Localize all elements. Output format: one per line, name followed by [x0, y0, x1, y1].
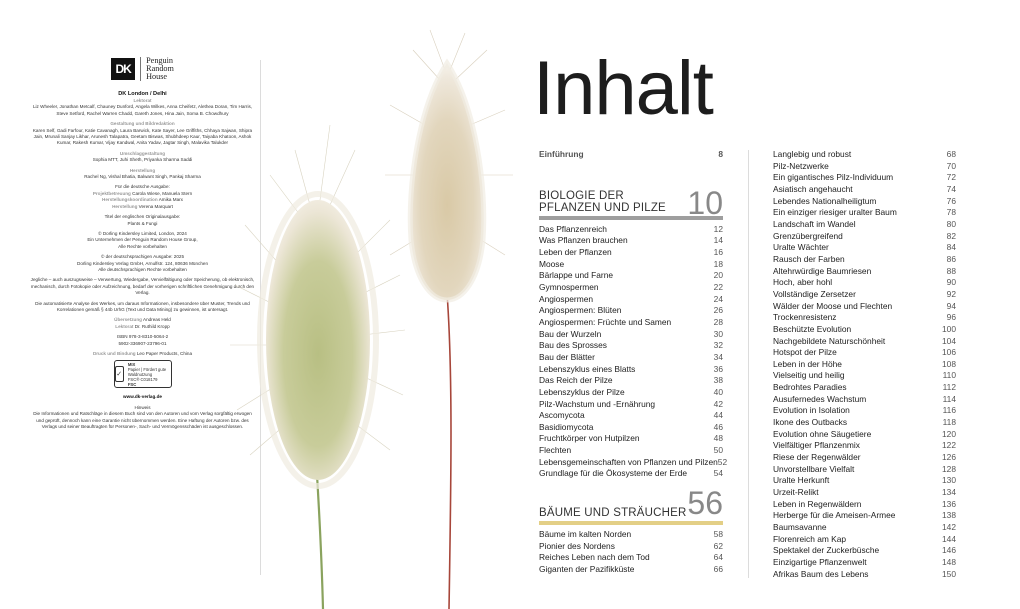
disclaimer: Hinweis Die Informationen und Ratschläge in diesem Buch sind von den Autoren und vom Verlag sorgfältig erwogen und geprüft, dennoch kann eine Garantie nicht übernommen werden. Eine Haftung der Autoren bzw. des Verlags und seiner Beauftragten für Personen-, Sach- und Vermögensschäden ist ausgeschlossen.: [33, 404, 252, 430]
fsc-tree-icon: ✓: [115, 366, 124, 382]
toc-entry[interactable]: [773, 289, 956, 301]
toc-entry[interactable]: [773, 242, 956, 254]
toc-entry-page: 142: [942, 522, 956, 532]
toc-entry[interactable]: [773, 359, 956, 371]
toc-entry[interactable]: [773, 510, 956, 522]
toc-entry-page: 88: [946, 265, 956, 276]
dk-logo-mark: DK: [111, 58, 135, 80]
toc-entry[interactable]: [539, 340, 723, 352]
toc-entry[interactable]: [773, 475, 956, 487]
toc-entry-page: 106: [942, 347, 956, 358]
toc-entry-label: Ein einziger riesiger uralter Baum: [773, 207, 897, 218]
toc-entry[interactable]: [773, 522, 956, 534]
toc-entry-page: 66: [713, 564, 723, 575]
toc-entry-page: 64: [713, 552, 723, 563]
credit-block-design: Gestaltung und Bildredaktion Karen Self, Gadi Farfour, Katie Cavanagh, Laura Barwick, Kate Sayer, Lee Griffiths, Chhaya Sajwan, Shipra Jain, Mrunali Sanjay Likhar, Arunesh Talapatra, Geetam Biswas, Shubhdeep Kaur, Taiyaba Khatoon, Ashok Kumar, Rakesh Kumar, Vijay Kandwal, Anita Yadav, Jagtar Singh, Malavika Talukder: [32, 121, 253, 146]
toc-entry-label: Pionier des Nordens: [539, 540, 615, 551]
toc-entry-page: 28: [713, 316, 723, 327]
toc-entry-label: Pilz-Netzwerke: [773, 160, 829, 171]
toc-entry[interactable]: [773, 231, 956, 243]
toc-entry[interactable]: [539, 375, 723, 387]
column2-entries: [773, 149, 956, 580]
toc-entry-label: Flechten: [539, 445, 572, 456]
toc-entry-page: 42: [713, 398, 723, 409]
toc-entry-label: Bau der Wurzeln: [539, 328, 602, 339]
toc-entry-page: 40: [713, 386, 723, 397]
section-number: 10: [687, 184, 723, 221]
toc-entry-label: Gymnospermen: [539, 281, 599, 292]
toc-entry[interactable]: [773, 266, 956, 278]
section-heading-trees[interactable]: BÄUME UND STRÄUCHER 56: [539, 493, 723, 525]
toc-entry-page: 76: [946, 195, 956, 206]
credit-block-editorial: Lektorat Liz Wheeler, Jonathan Metcalf, Chauney Dunford, Angela Wilkes, Anna Cheifetz, Alethea Doran, Tim Harris, Steve Setford, Rachel Warren Chadd, Gareth Jones, Hina Jain, Soma B. Chowdhury: [32, 98, 253, 116]
toc-entry-page: 82: [946, 230, 956, 241]
toc-entry[interactable]: [539, 433, 723, 445]
toc-entry-page: 46: [713, 421, 723, 432]
toc-entry-page: 84: [946, 242, 956, 253]
toc-entry-page: 114: [942, 393, 956, 404]
toc-entry[interactable]: [773, 370, 956, 382]
toc-entry-page: 94: [946, 300, 956, 311]
toc-entry-page: 20: [713, 270, 723, 281]
toc-entry-page: 130: [942, 475, 956, 486]
toc-entry-label: Einzigartige Pflanzenwelt: [773, 556, 867, 567]
isbn: ISBN 978-3-8310-5064-2 5902-336907-23796-01: [116, 334, 169, 346]
toc-entry-page: 78: [946, 207, 956, 218]
toc-column-1: [539, 149, 728, 576]
toc-entry-page: 146: [942, 545, 956, 556]
toc-entry[interactable]: [773, 534, 956, 546]
toc-entry-label: Evolution ohne Säugetiere: [773, 428, 872, 439]
toc-entry-page: 112: [942, 382, 956, 393]
toc-entry[interactable]: [773, 277, 956, 289]
toc-entry-label: Angiospermen: [539, 293, 594, 304]
toc-entry[interactable]: [539, 270, 723, 282]
toc-entry[interactable]: [773, 499, 956, 511]
copyright-de: © der deutschsprachigen Ausgabe: 2025 Dorling Kindersley Verlag GmbH, Arnulfstr. 124, 80636 München Alle deutschsprachigen Rechte vorbehalten: [77, 254, 208, 272]
toc-entry-page: 120: [942, 428, 956, 439]
translation-credits: Übersetzung Andreas Held Lektorat Dr. Ruthild Kropp: [114, 317, 171, 329]
toc-entry-label: Giganten der Pazifikküste: [539, 564, 635, 575]
toc-entry-label: Ein gigantisches Pilz-Individuum: [773, 172, 894, 183]
toc-entry-page: 104: [942, 335, 956, 346]
left-grass-head: [230, 125, 405, 486]
hares-tail-grass-illustration: [225, 25, 525, 609]
toc-entry[interactable]: [773, 172, 956, 184]
toc-entry-page: 70: [946, 160, 956, 171]
toc-entry-label: Was Pflanzen brauchen: [539, 235, 628, 246]
toc-entry[interactable]: [773, 394, 956, 406]
toc-entry[interactable]: [773, 417, 956, 429]
toc-entry-label: Herberge für die Ameisen-Armee: [773, 510, 896, 521]
toc-entry-page: 48: [713, 433, 723, 444]
toc-entry[interactable]: [773, 382, 956, 394]
toc-entry-page: 136: [942, 498, 956, 509]
toc-entry-page: 54: [713, 468, 723, 479]
toc-entry-page: 90: [946, 277, 956, 288]
toc-entry-label: Uralte Wächter: [773, 242, 829, 253]
toc-entry-page: 86: [946, 253, 956, 264]
toc-entry-page: 12: [713, 223, 723, 234]
toc-entry-page: 96: [946, 312, 956, 323]
right-grass-stem: [447, 293, 451, 609]
rights-notice: Jegliche – auch auszugsweise – Verwertung, Wiedergabe, Vervielfältigung oder Speicherung, ob elektronisch, mechanisch, durch Fotokopie oder Aufzeichnung, bedarf der vorherigen schriftlichen Genehmigung durch den Verlag.: [30, 277, 255, 296]
toc-entry-label: Leben der Pflanzen: [539, 246, 612, 257]
toc-entry-label: Trockenresistenz: [773, 312, 837, 323]
page-title: Inhalt: [533, 46, 713, 131]
imprint-column: [30, 55, 255, 430]
toc-entry-label: Pilz-Wachstum und -Ernährung: [539, 398, 656, 409]
toc-entry-label: Reiches Leben nach dem Tod: [539, 552, 650, 563]
toc-entry[interactable]: [539, 294, 723, 306]
toc-entry[interactable]: [773, 312, 956, 324]
toc-entry-label: Grundlage für die Ökosysteme der Erde: [539, 468, 688, 479]
toc-entry-label: Angiospermen: Blüten: [539, 305, 622, 316]
toc-entry-page: 108: [942, 358, 956, 369]
toc-entry-page: 22: [713, 281, 723, 292]
toc-entry[interactable]: [773, 429, 956, 441]
publisher-logo: [30, 55, 255, 83]
toc-entry[interactable]: [773, 219, 956, 231]
print-credit: Druck und Bindung Leo Paper Products, China: [92, 351, 193, 356]
toc-entry[interactable]: [773, 149, 956, 161]
logo-divider: [140, 57, 141, 81]
toc-entry-label: Vielseitig und heilig: [773, 370, 845, 381]
toc-entry[interactable]: [539, 329, 723, 341]
toc-entry-label: Ikone des Outbacks: [773, 417, 848, 428]
toc-entry-label: Lebenszyklus eines Blatts: [539, 363, 636, 374]
toc-entry-label: Rausch der Farben: [773, 253, 845, 264]
toc-entry-label: Leben in der Höhe: [773, 358, 842, 369]
toc-entry[interactable]: [539, 247, 723, 259]
toc-entry-label: Lebendes Nationalheiligtum: [773, 195, 877, 206]
toc-entry[interactable]: [773, 405, 956, 417]
toc-entry-label: Wälder der Moose und Flechten: [773, 300, 893, 311]
toc-entry-page: 138: [942, 510, 956, 521]
toc-entry[interactable]: [539, 259, 723, 271]
toc-entry[interactable]: [773, 545, 956, 557]
toc-entry-label: Hoch, aber hohl: [773, 277, 833, 288]
toc-entry[interactable]: [773, 464, 956, 476]
section2-entries: [539, 529, 723, 576]
toc-entry-page: 58: [713, 529, 723, 540]
toc-entry-page: 100: [942, 323, 956, 334]
original-title: Titel der englischen Originalausgabe: Plants & Fungi: [104, 214, 181, 226]
toc-entry-label: Evolution in Isolation: [773, 405, 850, 416]
toc-entry[interactable]: [539, 305, 723, 317]
toc-entry-label: Beschützte Evolution: [773, 323, 852, 334]
toc-entry-label: Ascomycota: [539, 410, 585, 421]
toc-entry-label: Bäume im kalten Norden: [539, 529, 632, 540]
toc-entry-page: 52: [717, 456, 728, 467]
toc-entry-page: 128: [942, 463, 956, 474]
toc-entry[interactable]: [539, 399, 723, 411]
toc-entry-label: Baumsavanne: [773, 522, 827, 532]
toc-entry-page: 80: [946, 218, 956, 229]
toc-entry-label: Angiospermen: Früchte und Samen: [539, 316, 672, 327]
section1-entries: [539, 223, 728, 480]
toc-entry-label: Afrikas Baum des Lebens: [773, 568, 869, 579]
toc-entry-intro[interactable]: Einführung 8: [539, 149, 723, 159]
toc-entry-page: 50: [713, 445, 723, 456]
toc-entry-page: 30: [713, 328, 723, 339]
section-number: 56: [687, 485, 723, 522]
toc-entry[interactable]: [773, 184, 956, 196]
credit-block-production: Herstellung Rachel Ng, Vishal Bhatia, Balwant Singh, Pankaj Sharma: [84, 167, 201, 180]
toc-entry[interactable]: [773, 336, 956, 348]
german-edition-credits: Für die deutsche Ausgabe: Projektbetreuung Carola Wiese, Manuela Stern Herstellungskoordination Amika Marx Herstellung Verena Marquart: [92, 184, 193, 209]
toc-entry[interactable]: [773, 161, 956, 173]
toc-entry-label: Uralte Herkunft: [773, 475, 830, 486]
left-grass-stem: [317, 475, 323, 609]
toc-entry-label: Lebenszyklus der Pilze: [539, 386, 625, 397]
toc-entry-page: 26: [713, 305, 723, 316]
toc-entry[interactable]: [539, 282, 723, 294]
toc-entry-label: Landschaft im Wandel: [773, 218, 856, 229]
toc-entry[interactable]: [773, 347, 956, 359]
toc-entry[interactable]: [773, 254, 956, 266]
toc-entry[interactable]: [773, 440, 956, 452]
toc-entry-page: 34: [713, 351, 723, 362]
toc-entry-label: Unvorstellbare Vielfalt: [773, 463, 855, 474]
toc-entry-label: Florenreich am Kap: [773, 533, 847, 544]
credit-block-cover: Umschlaggestaltung Sophia MTT, Juhi Sheth, Priyanka Sharma Saddi: [92, 150, 193, 163]
toc-entry[interactable]: [539, 445, 723, 457]
toc-entry-page: 24: [713, 293, 723, 304]
toc-entry-page: 148: [942, 556, 956, 567]
section-heading-biology[interactable]: BIOLOGIE DER PFLANZEN UND PILZE 10: [539, 184, 723, 221]
toc-entry[interactable]: [539, 387, 723, 399]
toc-entry-page: 44: [713, 410, 723, 421]
toc-entry-page: 126: [942, 452, 956, 463]
penguin-random-house-logotype: Penguin Random House: [146, 55, 174, 82]
toc-entry[interactable]: [539, 456, 728, 469]
toc-entry-label: Bärlappe und Farne: [539, 270, 614, 281]
toc-entry[interactable]: [539, 410, 723, 422]
toc-entry[interactable]: [773, 324, 956, 336]
toc-entry-label: Nachgebildete Naturschönheit: [773, 335, 886, 346]
toc-entry-label: Fruchtkörper von Hutpilzen: [539, 433, 640, 444]
toc-entry[interactable]: [773, 452, 956, 464]
toc-entry-label: Bedrohtes Paradies: [773, 382, 847, 393]
toc-entry-label: Leben in Regenwäldern: [773, 498, 862, 509]
toc-entry[interactable]: [773, 301, 956, 313]
toc-entry[interactable]: [773, 207, 956, 219]
toc-entry-label: Vielfältiger Pflanzenmix: [773, 440, 860, 451]
toc-entry-label: Ausufernedes Wachstum: [773, 393, 867, 404]
toc-entry-page: 116: [942, 405, 956, 416]
toc-entry-label: Hotspot der Pilze: [773, 347, 837, 358]
toc-entry-label: Spektakel der Zuckerbüsche: [773, 545, 880, 556]
toc-entry-label: Moose: [539, 258, 565, 269]
toc-entry-label: Asiatisch angehaucht: [773, 183, 853, 194]
toc-entry-page: 150: [942, 568, 956, 579]
toc-entry[interactable]: [773, 487, 956, 499]
toc-entry[interactable]: [539, 224, 723, 236]
website-url: www.dk-verlag.de: [123, 394, 162, 400]
toc-entry-page: 110: [942, 370, 956, 381]
toc-entry-page: 16: [713, 246, 723, 257]
toc-entry-page: 68: [946, 149, 956, 159]
toc-entry-label: Langlebig und robust: [773, 149, 852, 159]
toc-entry-label: Das Reich der Pilze: [539, 375, 613, 386]
toc-entry-label: Das Pflanzenreich: [539, 223, 607, 234]
toc-entry-page: 72: [946, 172, 956, 183]
toc-entry[interactable]: [539, 352, 723, 364]
toc-entry-label: Riese der Regenwälder: [773, 452, 861, 463]
toc-entry-label: Altehrwürdige Baumriesen: [773, 265, 872, 276]
toc-entry[interactable]: [539, 422, 723, 434]
copyright-uk: © Dorling Kindersley Limited, London, 2024 Ein Unternehmen der Penguin Random House Group, Alle Rechte vorbehalten: [87, 230, 198, 249]
toc-entry-page: 92: [946, 288, 956, 299]
toc-entry-page: 32: [713, 340, 723, 351]
office-heading: DK London / Delhi: [118, 91, 167, 97]
toc-column-divider: [748, 150, 749, 578]
toc-entry[interactable]: [539, 564, 723, 576]
toc-entry-page: 14: [713, 235, 723, 246]
toc-entry-page: 62: [713, 540, 723, 551]
toc-entry-page: 144: [942, 533, 956, 544]
toc-entry[interactable]: [539, 235, 723, 247]
toc-entry-label: Bau des Sprosses: [539, 340, 607, 351]
tdm-notice: Die automatisierte Analyse des Werkes, um daraus Informationen, insbesondere über Muster, Trends und Korrelationen gemäß § 44b UrhG (Text und Data Mining) zu gewinnen, ist untersagt.: [35, 300, 250, 312]
right-grass-head: [385, 30, 513, 300]
toc-entry[interactable]: [539, 468, 723, 480]
toc-entry[interactable]: [539, 317, 723, 329]
toc-entry-page: 118: [942, 417, 956, 428]
toc-entry-label: Grenzübergreifend: [773, 230, 843, 241]
toc-entry-page: 122: [942, 440, 956, 451]
toc-entry-label: Lebensgemeinschaften von Pflanzen und Pilzen: [539, 456, 718, 467]
toc-entry-label: Vollständige Zersetzer: [773, 288, 856, 299]
fsc-certification-badge: ✓ MIX Papier | Fördert gute Waldnutzung FSC® C018179 FSC: [114, 360, 172, 388]
toc-entry-page: 18: [713, 258, 723, 269]
toc-entry[interactable]: [539, 541, 723, 553]
toc-entry-label: Bau der Blätter: [539, 351, 595, 362]
toc-entry[interactable]: [539, 552, 723, 564]
toc-entry-page: 36: [713, 363, 723, 374]
toc-entry-page: 74: [946, 183, 956, 194]
toc-entry[interactable]: [773, 569, 956, 581]
toc-entry-page: 38: [713, 375, 723, 386]
toc-entry-label: Basidiomycota: [539, 421, 594, 432]
toc-entry-page: 134: [942, 487, 956, 498]
toc-column-2: [773, 149, 956, 580]
section-bar: [539, 521, 723, 525]
toc-entry[interactable]: [539, 529, 723, 541]
toc-entry[interactable]: [773, 196, 956, 208]
toc-entry[interactable]: [539, 364, 723, 376]
toc-entry-label: Urzeit-Relikt: [773, 487, 819, 498]
toc-entry[interactable]: [773, 557, 956, 569]
